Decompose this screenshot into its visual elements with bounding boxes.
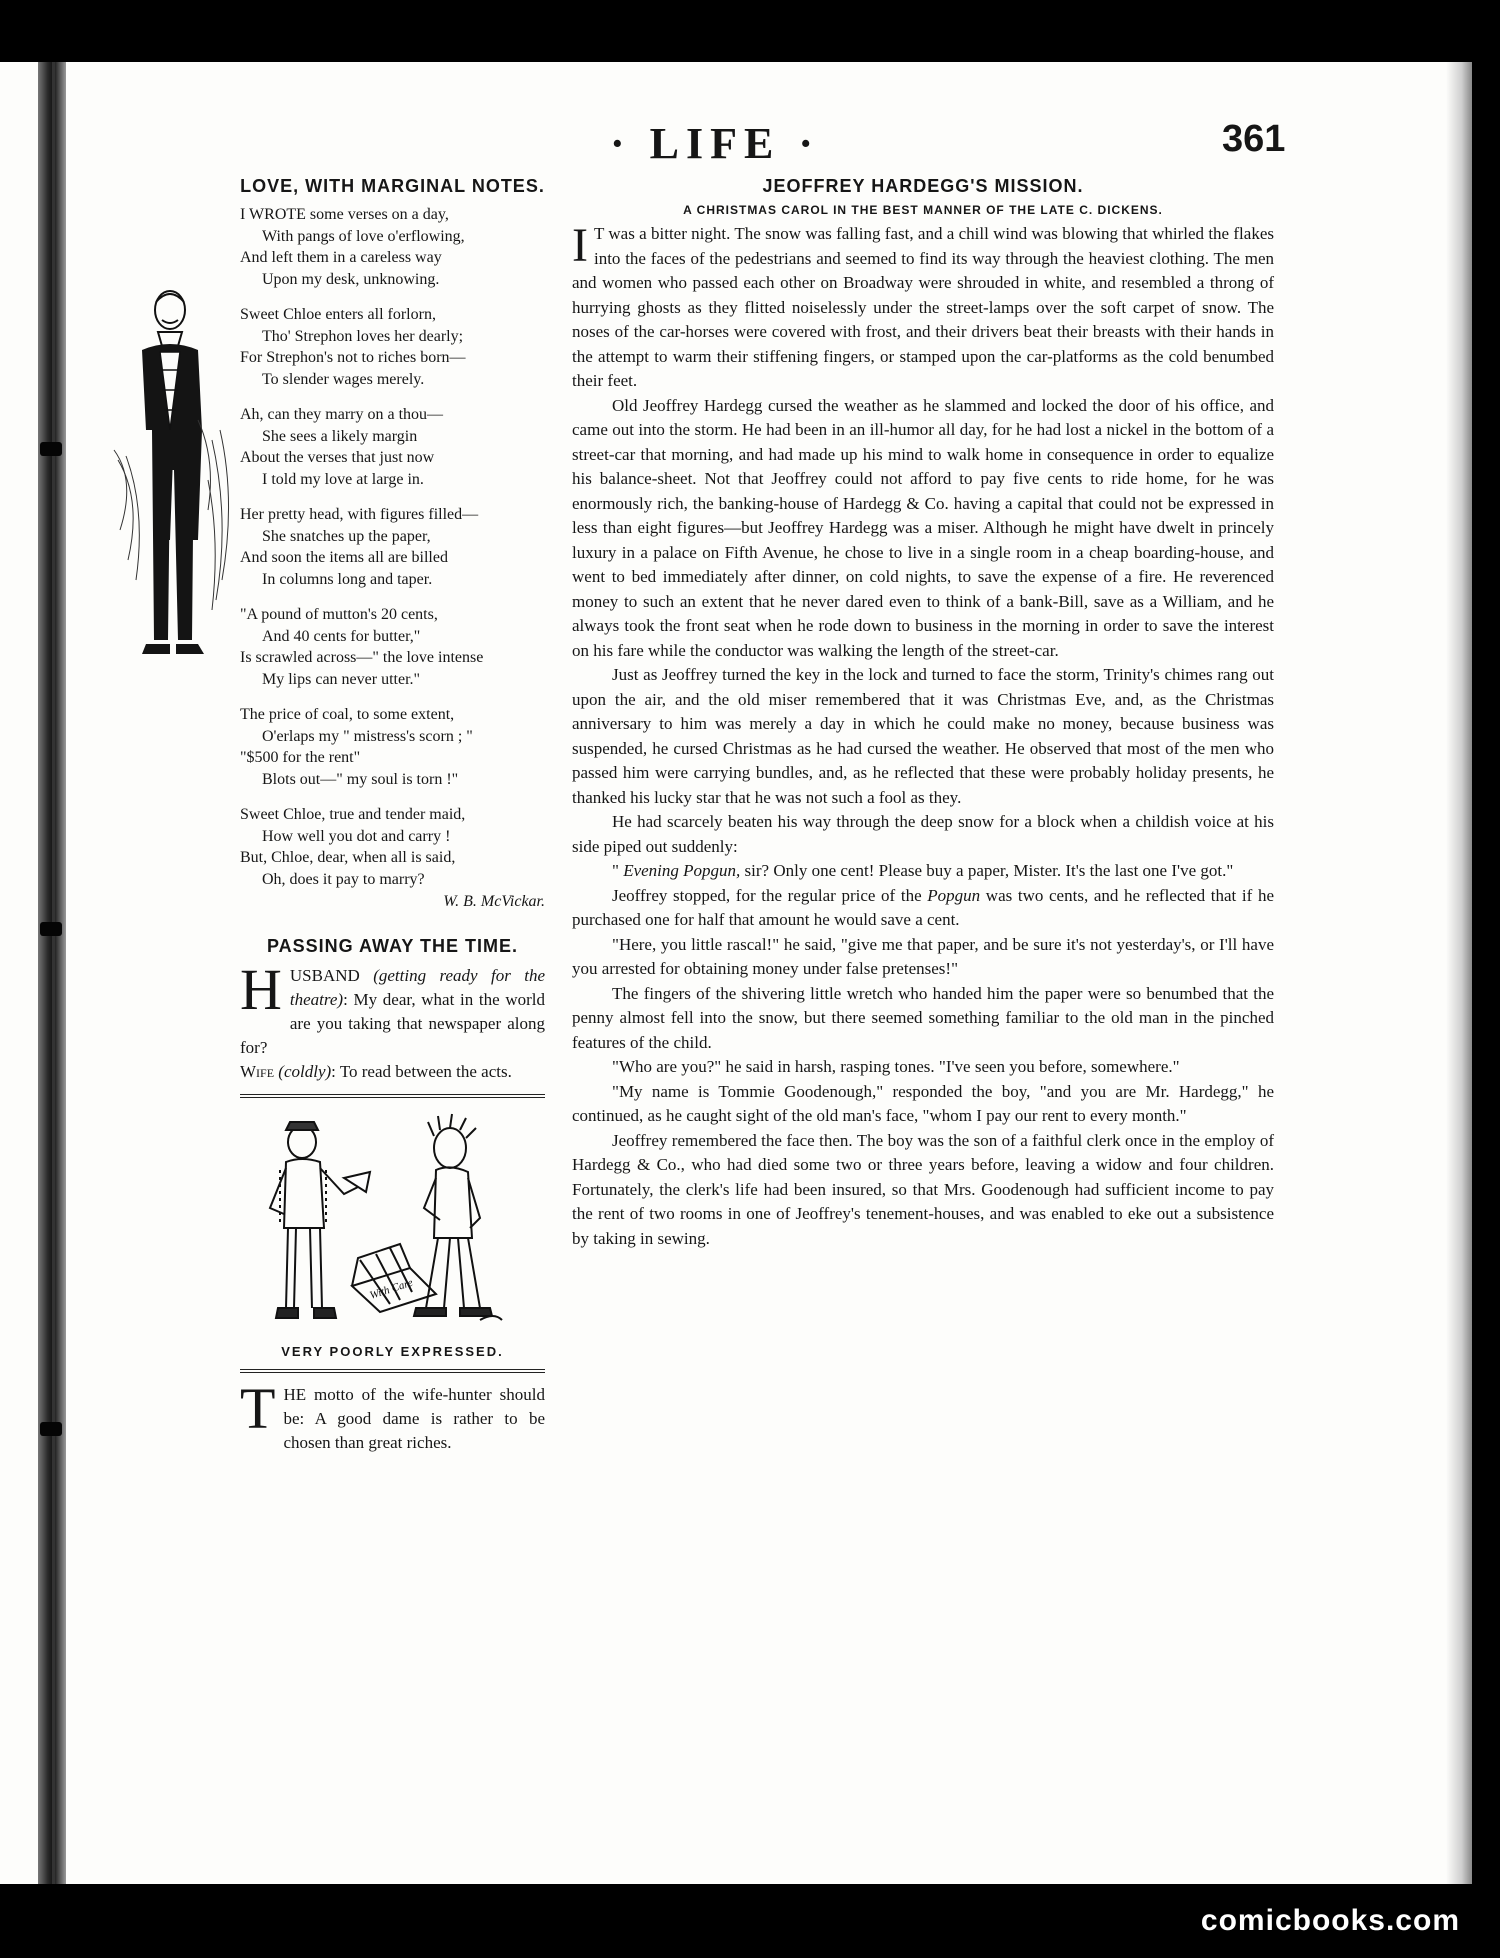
cartoon-illustration (240, 1108, 545, 1338)
poem-stanza (240, 504, 545, 590)
poem-line: She sees a likely margin (262, 427, 418, 445)
poem-line: Oh, does it pay to marry? (262, 870, 425, 888)
story-paragraph: He had scarcely beaten his way through the deep snow for a block when a childish voice at his side piped out suddenly: (572, 812, 1274, 856)
motto-text: HE motto of the wife-hunter should be: A good dame is rather to be chosen than great riches. (283, 1385, 545, 1452)
left-column (240, 174, 545, 1455)
binding-stitch (40, 1422, 62, 1436)
poem-line: "$500 for the rent" (240, 749, 361, 766)
newspaper-name: Evening Popgun, (623, 861, 741, 880)
gentleman-illustration (112, 280, 242, 720)
story-title: JEOFFREY HARDEGG'S MISSION. (762, 176, 1084, 196)
poem-line: For Strephon's not to riches born— (240, 349, 466, 366)
motto-paragraph (240, 1376, 545, 1455)
story-paragraph: "Who are you?" he said in harsh, rasping tones. "I've seen you before, somewhere." (612, 1057, 1180, 1076)
poem-stanza (240, 404, 545, 490)
binding-stitch (40, 442, 62, 456)
poem-line: "A pound of mutton's 20 cents, (240, 606, 438, 623)
poem-line: My lips can never utter." (262, 670, 421, 688)
poem-line: O'erlaps my " mistress's scorn ; " (262, 727, 473, 745)
story-paragraph (572, 884, 1274, 933)
drop-cap: I (572, 219, 588, 272)
story-paragraph: The fingers of the shivering little wretch who handed him the paper were so benumbed that the penny almost fell into the snow, but there seemed something familiar to the old man in the pinched features of the child. (572, 983, 1274, 1052)
speaker-husband: USBAND (289, 966, 360, 985)
poem-line: How well you dot and carry ! (262, 827, 451, 845)
poem-line: Is scrawled across—" the love intense (240, 649, 484, 666)
story-paragraph: "Here, you little rascal!" he said, "give me that paper, and be sure it's not yesterday's, or I'll have you arrested for obtaining money under false pretenses!" (572, 934, 1274, 978)
stage-direction: (coldly) (278, 1062, 332, 1081)
cartoon-caption: VERY POORLY EXPRESSED. (281, 1344, 504, 1359)
poem-attribution: W. B. McVickar. (443, 893, 545, 910)
poem-line: And soon the items all are billed (240, 549, 448, 566)
poem-line: Upon my desk, unknowing. (262, 270, 440, 288)
newspaper-name: Popgun (927, 885, 981, 905)
poem-line: About the verses that just now (240, 449, 435, 466)
poem-line: And left them in a careless way (240, 249, 442, 266)
page-number: 361 (1222, 118, 1286, 160)
poem-line: I told my love at large in. (262, 470, 424, 488)
binding-stitch (40, 922, 62, 936)
poem-line: Ah, can they marry on a thou— (240, 406, 444, 423)
masthead: · LIFE · (610, 119, 821, 168)
story-paragraph: Jeoffrey remembered the face then. The boy was the son of a faithful clerk once in the employ of Hardegg & Co., who had died some two or three years before, leaving a widow and four children. Fortunately, the clerk's life had been insured, so that Mrs. Goodenough had sufficient income to pay the rent of two rooms in one of Jeoffrey's tenement-houses, and was enabled to eke out a subsistence by taking in sewing. (572, 1130, 1274, 1248)
paragraph-text: was two cents, and he reflected that if he purchased one for half that amount he would save a cent. (572, 885, 1274, 929)
poem-line: Sweet Chloe enters all forlorn, (240, 306, 436, 323)
paragraph-text: Jeoffrey stopped, for the regular price of the (612, 885, 928, 905)
love-poem-title: LOVE, WITH MARGINAL NOTES. (240, 176, 545, 196)
right-column (572, 174, 1274, 1251)
stage-direction: (getting ready for the theatre) (289, 966, 546, 1009)
husband-line: : My dear, what in the world are you taking that newspaper along for? (240, 990, 545, 1057)
poem-line: I WROTE some verses on a day, (240, 206, 449, 223)
paragraph-text: T was a bitter night. The snow was falling fast, and a chill wind was blowing that whirled the flakes into the faces of the pedestrians and seemed to find its way through the heaviest clothing. The men and women who passed each other on Broadway were shrouded in white, and resembled a throng of hurrying ghosts as they flitted noiselessly under the street-lamps over the soft carpet of snow. The noses of the car-horses were covered with frost, and their drivers beat their breasts with their hands in the attempt to warm their stiffening fingers, or stamped upon the car-platforms as the cold benumbed their feet. (572, 224, 1274, 390)
drop-cap: H (240, 957, 282, 1022)
page-edge-shadow (1446, 62, 1472, 1884)
poem-line: Her pretty head, with figures filled— (240, 506, 479, 523)
poem-line: In columns long and taper. (262, 570, 433, 588)
story-paragraph: Just as Jeoffrey turned the key in the lock and turned to face the storm, Trinity's chimes rang out upon the air, and the old miser remembered that it was Christmas Eve, and, as the Christmas anniversary to him was merely a day in which he could make no money, because business was suspended, he cursed Christmas as he had cursed the weather. He observed that most of the men who passed him were carrying bundles, and, as he reflected that these were probably holiday presents, he thanked his lucky star that he was not such a fool as they. (572, 665, 1274, 807)
divider-rule (240, 1094, 545, 1098)
drop-cap: T (240, 1376, 276, 1441)
story-paragraph: "My name is Tommie Goodenough," responded the boy, "and you are Mr. Hardegg," he continued, as he caught sight of the old man's face, "whom I pay our rent to every month." (572, 1081, 1274, 1125)
poem-line: To slender wages merely. (262, 370, 425, 388)
poem-stanza (240, 704, 545, 790)
poem-line: And 40 cents for butter," (262, 627, 421, 645)
poem-line: Blots out—" my soul is torn !" (262, 770, 459, 788)
crate-label: With Care (368, 1276, 415, 1302)
poem-stanza (240, 304, 545, 390)
wife-reply (240, 1060, 545, 1084)
paragraph-text: " (612, 861, 624, 880)
poem-line: She snatches up the paper, (262, 527, 431, 545)
passing-time-dialogue (240, 957, 546, 1060)
binding-line (52, 62, 55, 1884)
watermark: comicbooks.com (1200, 1904, 1460, 1937)
story-subtitle: A CHRISTMAS CAROL IN THE BEST MANNER OF THE LATE C. DICKENS. (683, 203, 1163, 217)
poem-line: Tho' Strephon loves her dearly; (262, 327, 464, 345)
poem-line: Sweet Chloe, true and tender maid, (240, 806, 466, 823)
wife-line: : To read between the acts. (331, 1062, 512, 1081)
poem-stanza (240, 804, 545, 890)
poem-line: With pangs of love o'erflowing, (262, 227, 465, 245)
story-paragraph (572, 859, 1274, 884)
poem-stanza (240, 604, 545, 690)
story-paragraph: Old Jeoffrey Hardegg cursed the weather as he slammed and locked the door of his office, and came out into the storm. He had been in an ill-humor all day, for he had lost a nickel in the bottom of a street-car that morning, and had made up his mind to walk home in consequence in order to equalize his balance-sheet. Not that Jeoffrey could not afford to pay five cents to ride home, for he was enormously rich, the banking-house of Hardegg & Co. having a capital that could not be expressed in less than eight figures—but Jeoffrey Hardegg was a miser. Although he might have dwelt in princely luxury in a palace on Fifth Avenue, he chose to live in a single room in a cheap boarding-house, and went to bed immediately after dinner, on cold nights, to save the expense of a fire. He reverenced money to such an extent that he never dared even to think of a bank-Bill, save as a William, and he always took the front seat when he rode down to business in the morning in order to save the interest on his fare while the conductor was walking the length of the street-car. (572, 395, 1274, 660)
poem-stanza (240, 204, 545, 290)
love-poem (240, 204, 545, 912)
poem-line: The price of coal, to some extent, (240, 706, 455, 723)
passing-time-title: PASSING AWAY THE TIME. (266, 936, 519, 956)
story-paragraph (572, 219, 1274, 394)
divider-rule (240, 1369, 545, 1373)
poem-line: But, Chloe, dear, when all is said, (240, 849, 456, 866)
paragraph-text: sir? Only one cent! Please buy a paper, Mister. It's the last one I've got." (740, 861, 1234, 880)
speaker-wife: Wife (240, 1062, 275, 1081)
